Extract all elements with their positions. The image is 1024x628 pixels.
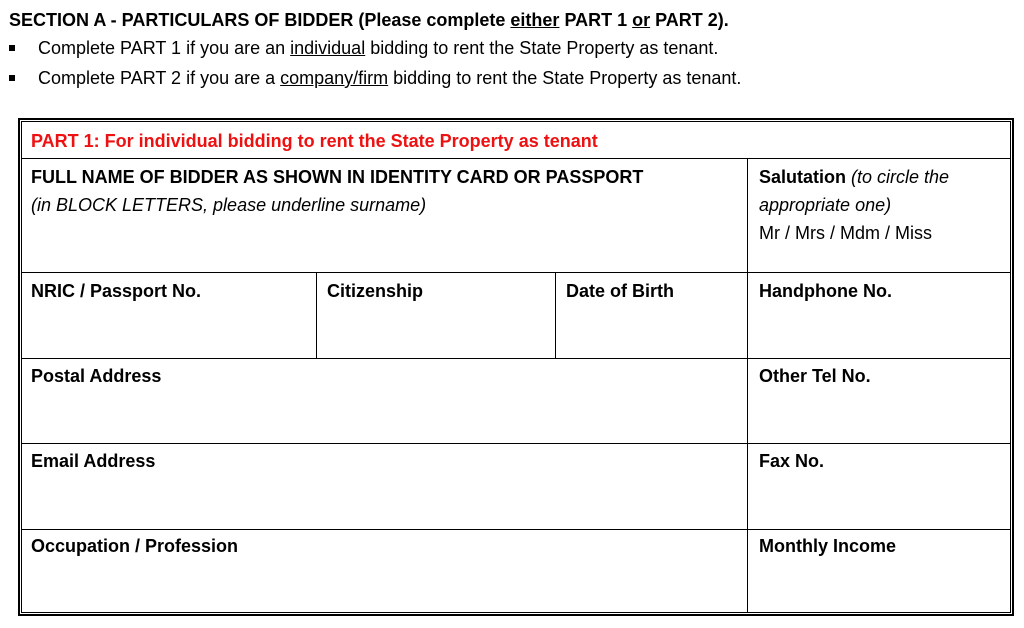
fax-label: Fax No. [759, 451, 825, 471]
heading-text-part2: PART 2). [650, 10, 729, 30]
full-name-label: FULL NAME OF BIDDER AS SHOWN IN IDENTITY CARD OR PASSPORT [31, 167, 644, 187]
email-address-label: Email Address [31, 451, 156, 471]
citizenship-field[interactable] [327, 306, 547, 352]
instruction-text: Complete PART 2 if you are a [38, 68, 281, 88]
fax-field[interactable] [759, 476, 1004, 522]
instruction-keyword: individual [290, 38, 366, 58]
nric-field[interactable] [31, 306, 306, 352]
row-divider [21, 158, 1011, 159]
bullet-square-icon [9, 45, 15, 51]
dob-label: Date of Birth [566, 281, 674, 301]
row-divider [21, 529, 1011, 530]
instruction-text: Complete PART 1 if you are an [38, 38, 291, 58]
column-divider [316, 272, 317, 358]
part1-title: PART 1: For individual bidding to rent the State Property as tenant [31, 131, 598, 151]
heading-or: or [632, 10, 651, 30]
nric-label: NRIC / Passport No. [31, 281, 202, 301]
column-divider [555, 272, 556, 358]
instruction-text: bidding to rent the State Property as tenant. [365, 38, 719, 58]
row-divider [21, 358, 1011, 359]
handphone-field[interactable] [759, 306, 1004, 352]
occupation-label: Occupation / Profession [31, 536, 239, 556]
salutation-label: Salutation [759, 167, 847, 187]
handphone-label: Handphone No. [759, 281, 892, 301]
email-address-field[interactable] [31, 476, 736, 522]
monthly-income-field[interactable] [759, 561, 1004, 607]
postal-address-label: Postal Address [31, 366, 162, 386]
bullet-square-icon [9, 75, 15, 81]
other-tel-field[interactable] [759, 391, 1004, 437]
heading-text-part1: PART 1 [559, 10, 633, 30]
salutation-label-line [759, 167, 949, 188]
section-a-heading [9, 10, 729, 31]
instruction-keyword: company/firm [280, 68, 389, 88]
postal-address-field[interactable] [31, 391, 736, 437]
full-name-hint: (in BLOCK LETTERS, please underline surname) [31, 195, 427, 215]
citizenship-label: Citizenship [327, 281, 424, 301]
heading-text-a: SECTION A - PARTICULARS OF BIDDER (Please complete [9, 10, 511, 30]
row-divider [21, 272, 1011, 273]
salutation-hint: (to circle the [846, 167, 950, 187]
dob-field[interactable] [566, 306, 741, 352]
other-tel-label: Other Tel No. [759, 366, 871, 386]
full-name-field[interactable] [31, 220, 736, 268]
row-divider [21, 443, 1011, 444]
salutation-options[interactable]: Mr / Mrs / Mdm / Miss [759, 223, 932, 243]
salutation-hint-2: appropriate one) [759, 195, 892, 215]
monthly-income-label: Monthly Income [759, 536, 897, 556]
instruction-text: bidding to rent the State Property as tenant. [388, 68, 742, 88]
occupation-field[interactable] [31, 561, 736, 607]
column-divider [747, 158, 748, 613]
heading-either: either [510, 10, 560, 30]
